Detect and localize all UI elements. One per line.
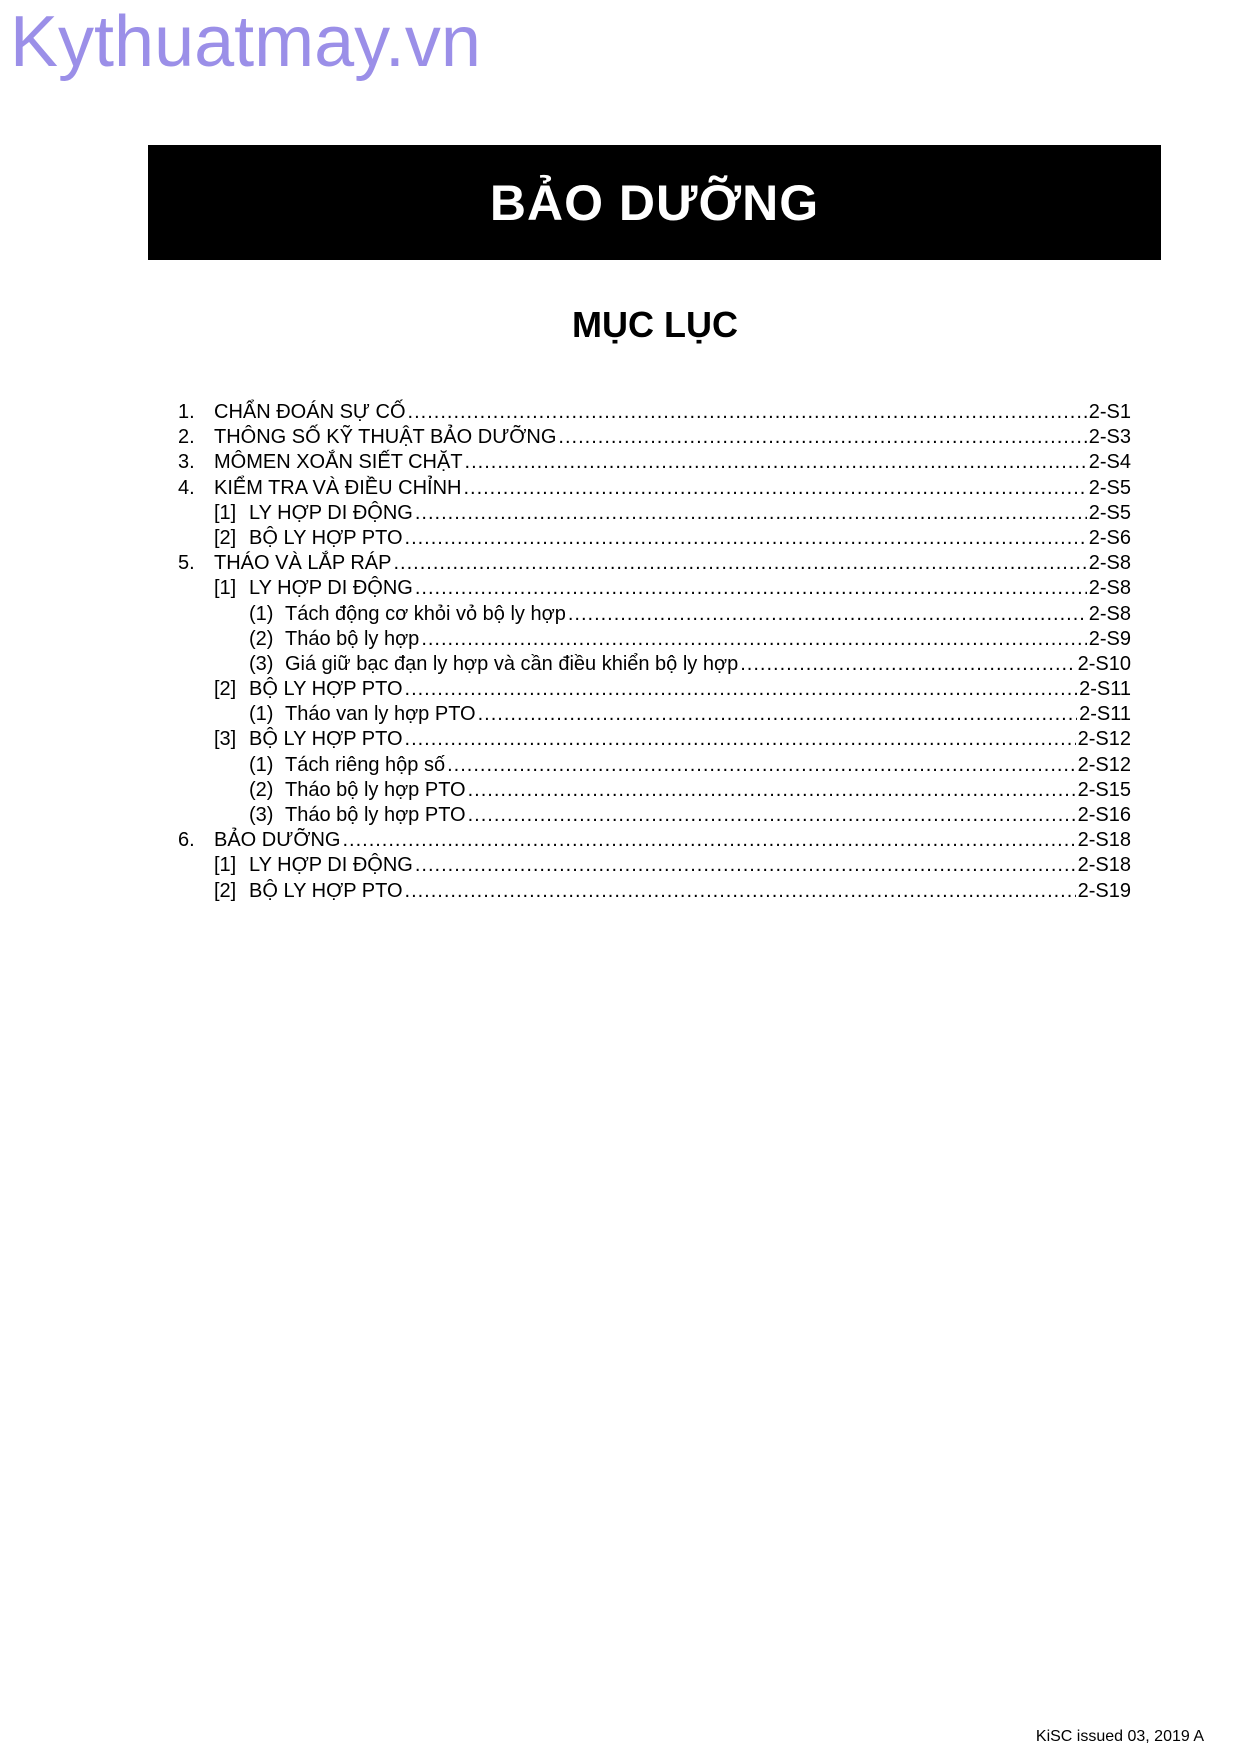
toc-entry[interactable] (178, 828, 1131, 853)
toc-entry-number: (2) (249, 627, 274, 650)
toc-dot-leader (415, 501, 1087, 526)
toc-entry[interactable] (178, 803, 1131, 828)
toc-entry[interactable] (178, 476, 1131, 501)
toc-entry-number: 3. (178, 451, 195, 474)
toc-entry[interactable] (178, 652, 1131, 677)
toc-entry-title: BỘ LY HỢP PTO (249, 879, 403, 902)
toc-entry[interactable] (178, 677, 1131, 702)
toc-dot-leader (405, 727, 1076, 752)
toc-entry-number: 6. (178, 829, 195, 852)
toc-entry[interactable] (178, 627, 1131, 652)
toc-entry-title: LY HỢP DI ĐỘNG (249, 577, 413, 600)
toc-entry-page: 2-S11 (1079, 678, 1131, 701)
toc-entry[interactable] (178, 576, 1131, 601)
toc-entry-title: LY HỢP DI ĐỘNG (249, 501, 413, 524)
toc-dot-leader (740, 652, 1075, 677)
toc-entry-title: Tháo bộ ly hợp PTO (285, 804, 466, 826)
toc-entry[interactable] (178, 702, 1131, 727)
toc-entry-number: (1) (249, 602, 274, 625)
toc-dot-leader (415, 576, 1087, 601)
toc-entry-title: LY HỢP DI ĐỘNG (249, 854, 413, 877)
toc-entry-page: 2-S18 (1077, 829, 1131, 852)
toc-entry-title: Giá giữ bạc đạn ly hợp và cần điều khiển bộ ly hợp (285, 652, 739, 675)
toc-dot-leader (468, 803, 1076, 828)
toc-entry-number: [3] (214, 728, 237, 751)
toc-entry-page: 2-S18 (1077, 854, 1131, 877)
toc-dot-leader (405, 526, 1087, 551)
toc-entry[interactable] (178, 400, 1131, 425)
toc-entry-page: 2-S5 (1088, 501, 1131, 524)
toc-entry-title: MÔMEN XOẮN SIẾT CHẶT (214, 451, 463, 474)
footer-issue-note: KiSC issued 03, 2019 A (1035, 1728, 1204, 1745)
toc-entry[interactable] (178, 602, 1131, 627)
toc-entry[interactable] (178, 450, 1131, 475)
toc-entry[interactable] (178, 753, 1131, 778)
toc-entry-title: Tách động cơ khỏi vỏ bộ ly hợp (285, 602, 566, 625)
toc-entry[interactable] (178, 853, 1131, 878)
toc-entry-title: Tách riêng hộp số (285, 753, 446, 776)
toc-dot-leader (405, 677, 1078, 702)
toc-entry-number: 4. (178, 476, 195, 499)
toc-dot-leader (568, 602, 1087, 627)
toc-dot-leader (342, 828, 1075, 853)
toc-entry[interactable] (178, 551, 1131, 576)
toc-entry-page: 2-S9 (1088, 627, 1131, 650)
toc-entry-number: [2] (214, 879, 237, 902)
toc-entry-title: Tháo bộ ly hợp (285, 627, 420, 650)
toc-entry-page: 2-S12 (1077, 728, 1131, 751)
toc-dot-leader (447, 753, 1076, 778)
toc-dot-leader (468, 778, 1076, 803)
toc-entry-page: 2-S11 (1079, 703, 1131, 726)
toc-entry-page: 2-S8 (1088, 577, 1131, 600)
toc-entry[interactable] (178, 778, 1131, 803)
toc-entry-number: [2] (214, 526, 237, 549)
toc-entry-page: 2-S8 (1088, 602, 1131, 625)
toc-dot-leader (415, 853, 1076, 878)
toc-entry-number: [1] (214, 854, 237, 877)
toc-entry-page: 2-S6 (1088, 526, 1131, 549)
toc-entry-number: [1] (214, 577, 237, 600)
section-banner (148, 145, 1161, 260)
toc-entry-title: Tháo van ly hợp PTO (285, 703, 476, 726)
toc-entry-page: 2-S15 (1077, 778, 1131, 801)
toc-entry-number: (3) (249, 804, 274, 826)
watermark-logo: Kythuatmay.vn (10, 2, 481, 82)
toc-entry-page: 2-S3 (1088, 426, 1131, 449)
toc-entry-page: 2-S8 (1088, 552, 1131, 575)
table-of-contents (178, 400, 1131, 904)
toc-heading: MỤC LỤC (572, 304, 738, 345)
toc-dot-leader (405, 879, 1076, 904)
toc-entry[interactable] (178, 425, 1131, 450)
toc-entry-number: (1) (249, 703, 274, 726)
toc-entry[interactable] (178, 526, 1131, 551)
toc-entry-page: 2-S12 (1077, 753, 1131, 776)
toc-entry-title: THÁO VÀ LẮP RÁP (214, 552, 392, 575)
toc-entry-number: (2) (249, 778, 274, 801)
toc-dot-leader (408, 400, 1087, 425)
toc-entry-number: 1. (178, 401, 195, 423)
toc-entry[interactable] (178, 879, 1131, 904)
toc-entry-page: 2-S5 (1088, 476, 1131, 499)
toc-entry-title: BỘ LY HỢP PTO (249, 678, 403, 701)
toc-dot-leader (393, 551, 1086, 576)
toc-entry-page: 2-S4 (1088, 451, 1131, 474)
toc-entry-number: [2] (214, 678, 237, 701)
toc-entry-number: (1) (249, 753, 274, 776)
toc-dot-leader (421, 627, 1086, 652)
toc-entry-page: 2-S10 (1077, 652, 1131, 675)
toc-entry-title: BỘ LY HỢP PTO (249, 728, 403, 751)
toc-entry[interactable] (178, 501, 1131, 526)
toc-dot-leader (478, 702, 1077, 727)
toc-entry-number: 2. (178, 426, 195, 449)
toc-entry[interactable] (178, 727, 1131, 752)
toc-dot-leader (558, 425, 1086, 450)
toc-entry-page: 2-S19 (1077, 879, 1131, 902)
toc-entry-title: Tháo bộ ly hợp PTO (285, 778, 466, 801)
toc-entry-title: CHẨN ĐOÁN SỰ CỐ (214, 401, 406, 423)
toc-entry-page: 2-S1 (1088, 401, 1131, 423)
toc-entry-number: [1] (214, 501, 237, 524)
toc-entry-number: (3) (249, 652, 274, 675)
toc-entry-title: BẢO DƯỠNG (214, 829, 341, 852)
section-title: BẢO DƯỠNG (489, 174, 820, 231)
toc-entry-page: 2-S16 (1077, 804, 1131, 826)
toc-dot-leader (463, 476, 1086, 501)
toc-dot-leader (465, 450, 1087, 475)
toc-entry-number: 5. (178, 552, 195, 575)
toc-entry-title: BỘ LY HỢP PTO (249, 526, 403, 549)
toc-entry-title: KIỂM TRA VÀ ĐIỀU CHỈNH (214, 476, 462, 499)
toc-entry-title: THÔNG SỐ KỸ THUẬT BẢO DƯỠNG (214, 426, 557, 449)
